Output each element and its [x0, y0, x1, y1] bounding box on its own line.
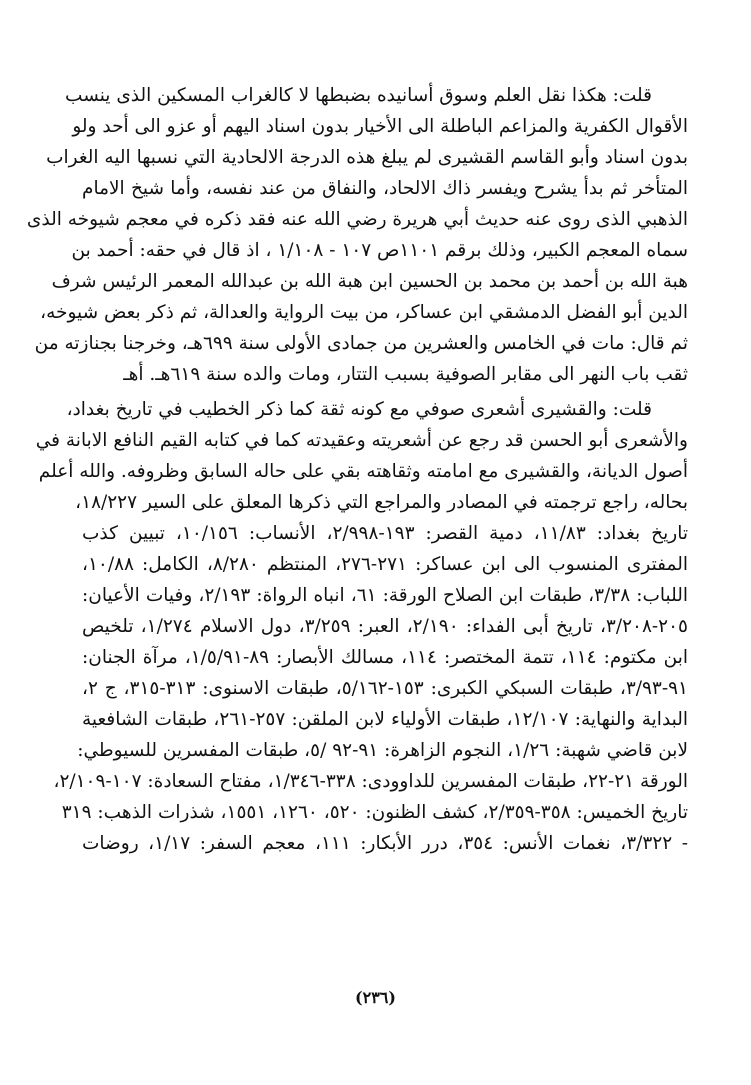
text-line: أصول الديانة، والقشيرى مع امامته وثقاهته بقي على حاله السابق وظروفه. والله أعلم — [38, 461, 688, 482]
text-line: المتأخر ثم بدأ يشرح ويفسر ذاك الالحاد، والنفاق من عند نفسه، وأما شيخ الامام — [82, 178, 688, 199]
text-line: قلت: والقشيرى أشعرى صوفي مع كونه ثقة كما ذكر الخطيب في تاريخ بغداد، — [66, 399, 652, 420]
text-line: والأشعرى أبو الحسن قد رجع عن أشعريته وعقيدته كما في كتابه القيم النافع الابانة في — [35, 430, 688, 451]
text-line: بدون اسناد وأبو القاسم القشيرى لم يبلغ هذه الدرجة الالحادية التي نسبها اليه الغراب — [46, 147, 688, 168]
text-line: المفترى المنسوب الى ابن عساكر: ٢٧١-٢٧٦، المنتظم ٨/٢٨٠، الكامل: ١٠/٨٨، — [82, 554, 689, 575]
text-line: ٩١-٣/٩٣، طبقات السبكي الكبرى: ١٥٣-٥/١٦٢، طبقات الاسنوى: ٣١٣-٣١٥، ج ٢، — [82, 678, 688, 699]
paragraph-1 — [26, 80, 688, 390]
page-number: (٢٣٦) — [355, 988, 396, 1007]
text-line: البداية والنهاية: ١٢/١٠٧، طبقات الأولياء لابن الملقن: ٢٥٧-٢٦١، طبقات الشافعية — [82, 709, 689, 730]
text-line: هبة الله بن أحمد بن محمد بن الحسين ابن هبة الله بن عبدالله المعمر الرئيس شرف — [51, 271, 688, 292]
text-line: - ٣/٣٢٢، نغمات الأنس: ٣٥٤، درر الأبكار: ١١١، معجم السفر: ١/١٧، روضات — [82, 833, 688, 854]
text-line: اللباب: ٣/٣٨، طبقات ابن الصلاح الورقة: ٦١، انباه الرواة: ٢/١٩٣، وفيات الأعيان: — [82, 585, 689, 606]
paragraph-2 — [35, 394, 689, 859]
page-body — [26, 80, 689, 859]
text-line: الذهبي الذى روى عنه حديث أبي هريرة رضي الله عنه فقد ذكره في معجم شيوخه الذى — [26, 209, 688, 230]
text-line: ابن مكتوم: ١١٤، تتمة المختصر: ١١٤، مسالك الأبصار: ٨٩-١/٥/٩١، مرآة الجنان: — [82, 647, 688, 668]
text-line: بحاله، راجع ترجمته في المصادر والمراجع التي ذكرها المعلق على السير ١٨/٢٢٧، — [75, 492, 688, 513]
text-line: ٢٠٥-٣/٢٠٨، تاريخ أبى الفداء: ٢/١٩٠، العبر: ٣/٢٥٩، دول الاسلام ١/٢٧٤، تلخيص — [82, 616, 688, 637]
text-line: الدين أبو الفضل الدمشقي ابن عساكر، من بيت الرواية والعدالة، ثم ذكر بعض شيوخه، — [40, 302, 688, 323]
text-line: لابن قاضي شهبة: ١/٢٦، النجوم الزاهرة: ٩١-٩٢ /٥، طبقات المفسرين للسيوطي: — [77, 740, 688, 761]
text-line: الأقوال الكفرية والمزاعم الباطلة الى الأخيار بدون اسناد اليهم أو عزو الى أحد ولو — [72, 116, 688, 137]
text-line: ثم قال: مات في الخامس والعشرين من جمادى الأولى سنة ٦٩٩هـ، وخرجنا بجنازته من — [34, 333, 688, 354]
text-line: تاريخ الخميس: ٣٥٨-٢/٣٥٩، كشف الظنون: ٥٢٠، ١٢٦٠، ١٥٥١، شذرات الذهب: ٣١٩ — [61, 802, 688, 823]
text-line: تاريخ بغداد: ١١/٨٣، دمية القصر: ١٩٣-٢/٩٩٨، الأنساب: ١٠/١٥٦، تبيين كذب — [82, 523, 688, 544]
text-line: سماه المعجم الكبير، وذلك برقم ١١٠١ص ١٠٧ - ١/١٠٨ ، اذ قال في حقه: أحمد بن — [71, 240, 688, 261]
text-line: الورقة ٢١-٢٢، طبقات المفسرين للداوودى: ٣٣٨-١/٣٤٦، مفتاح السعادة: ١٠٧-٢/١٠٩، — [53, 771, 688, 792]
text-line: قلت: هكذا نقل العلم وسوق أسانيده بضبطها لا كالغراب المسكين الذى ينسب — [65, 85, 652, 106]
text-line: ثقب باب النهر الى مقابر الصوفية بسبب التتار، ومات والده سنة ٦١٩هـ. أهـ — [123, 364, 688, 385]
